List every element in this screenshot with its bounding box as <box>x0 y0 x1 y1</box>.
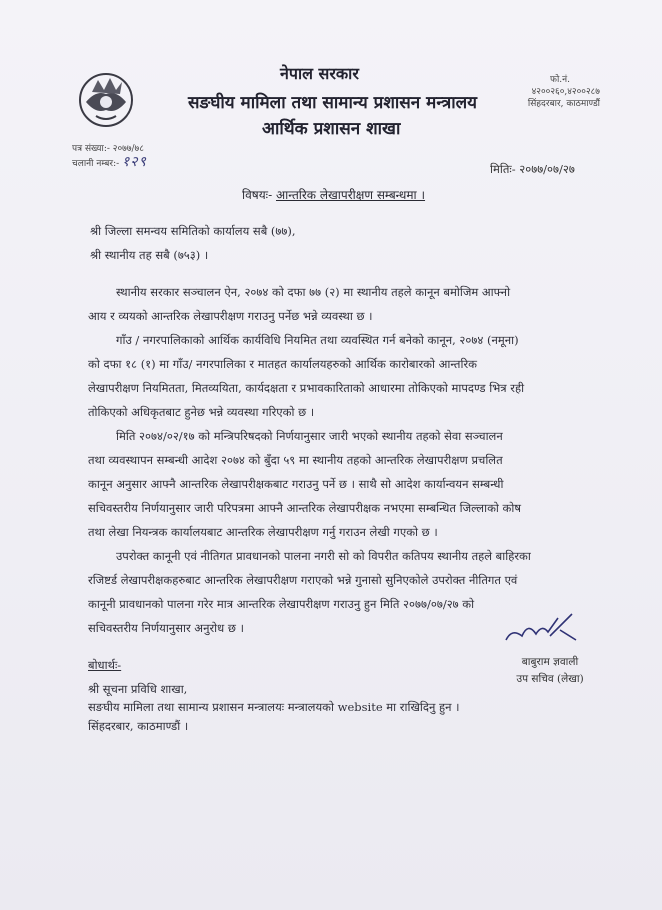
signatory-name: बाबुराम ज्ञवाली <box>521 656 579 668</box>
body-line: लेखापरीक्षण नियमितता, मितव्ययिता, कार्यदक्षता र प्रभावकारिताको आधारमा तोकिएको मापदण्ड भित्र रही <box>88 381 525 395</box>
reference-block <box>72 143 147 171</box>
body-line: गाँउ / नगरपालिकाको आर्थिक कार्यविधि नियमित तथा व्यवस्थित गर्न बनेको कानून, २०७४ (नमूना) <box>116 333 519 347</box>
letter-date: मितिः- २०७७/०७/२७ <box>490 162 575 176</box>
subject-text: आन्तरिक लेखापरीक्षण सम्बन्धमा । <box>275 188 426 202</box>
chalani-label: चलानी नम्बर:- <box>72 159 120 169</box>
nepal-government-emblem-icon <box>78 72 134 128</box>
government-heading: नेपाल सरकार <box>280 64 359 83</box>
body-line: रजिष्टर्ड लेखापरीक्षकहरुबाट आन्तरिक लेखापरीक्षण गराएको भन्ने गुनासो सुनिएकोले उपरोक्त नीतिगत एवं <box>88 573 518 587</box>
patra-sankhya: पत्र संख्या:- २०७७/७८ <box>72 144 144 154</box>
subject-prefix: विषयः- <box>242 188 273 202</box>
cc-line: श्री सूचना प्रविधि शाखा, <box>88 682 188 696</box>
body-line: आय र व्ययको आन्तरिक लेखापरीक्षण गराउनु पर्नेछ भन्ने व्यवस्था छ । <box>88 309 373 323</box>
body-line: सचिवस्तरीय निर्णयानुसार अनुरोध छ । <box>88 621 244 635</box>
signatory-title: उप सचिव (लेखा) <box>516 673 584 685</box>
contact-block <box>520 74 600 110</box>
ministry-heading: सङघीय मामिला तथा सामान्य प्रशासन मन्त्रालय <box>188 93 478 113</box>
body-line: तथा व्यवस्थापन सम्बन्धी आदेश २०७४ को बुँदा ५९ मा स्थानीय तहको आन्तरिक लेखापरीक्षण प्रचलित <box>88 453 503 467</box>
recipient-line: श्री स्थानीय तह सबै (७५३) । <box>90 248 209 262</box>
bodhartha-label: बोधार्थः- <box>88 658 122 672</box>
chalani-number: १२९ <box>122 154 147 170</box>
branch-heading: आर्थिक प्रशासन शाखा <box>262 119 401 139</box>
body-line: सचिवस्तरीय निर्णयानुसार जारी परिपत्रमा आफ्नै आन्तरिक लेखापरीक्षक नभएमा सम्बन्धित जिल्लाको कोष <box>88 501 521 515</box>
office-location: सिंहदरबार, काठमाण्डौं <box>527 99 600 109</box>
body-line: कानूनी प्रावधानको पालना गरेर मात्र आन्तरिक लेखापरीक्षण गराउनु हुन मिति २०७७/०७/२७ को <box>88 597 475 611</box>
recipient-line: श्री जिल्ला समन्वय समितिको कार्यालय सबै (७७), <box>90 224 296 238</box>
body-line: को दफा १८ (१) मा गाँउ/ नगरपालिका र मातहत कार्यालयहरुको आर्थिक कारोबारको आन्तरिक <box>88 357 478 371</box>
subject-line <box>242 186 425 203</box>
body-line: तथा लेखा नियन्त्रक कार्यालयबाट आन्तरिक लेखापरीक्षण गर्नु गराउन लेखी गएको छ । <box>88 525 438 539</box>
cc-line: सङघीय मामिला तथा सामान्य प्रशासन मन्त्रालयः मन्त्रालयको website मा राखिदिनु हुन । <box>88 700 460 714</box>
signatory-block <box>500 654 600 688</box>
body-line: तोकिएको अधिकृतबाट हुनेछ भन्ने व्यवस्था गरिएको छ । <box>88 405 315 419</box>
cc-line: सिंहदरबार, काठमाण्डौं । <box>88 719 189 733</box>
body-line: उपरोक्त कानूनी एवं नीतिगत प्रावधानको पालना नगरी सो को विपरीत कतिपय स्थानीय तहले बाहिरका <box>116 549 531 563</box>
letter-body <box>88 280 610 640</box>
phone-label: फो.नं. <box>550 75 570 85</box>
body-line: कानून अनुसार आफ्नै आन्तरिक लेखापरीक्षकबाट गराउनु पर्ने छ । साथै सो आदेश कार्यान्वयन सम्बन्धी <box>88 477 504 491</box>
body-line: मिति २०७४/०२/१७ को मन्त्रिपरिषदको निर्णयानुसार जारी भएको स्थानीय तहको सेवा सञ्चालन <box>116 429 503 443</box>
body-line: स्थानीय सरकार सञ्चालन ऐन, २०७४ को दफा ७७ (२) मा स्थानीय तहले कानून बमोजिम आफ्नो <box>116 285 511 299</box>
signature-mark <box>502 610 578 652</box>
phone-numbers: ४२००२६०,४२००२८७ <box>531 87 600 97</box>
